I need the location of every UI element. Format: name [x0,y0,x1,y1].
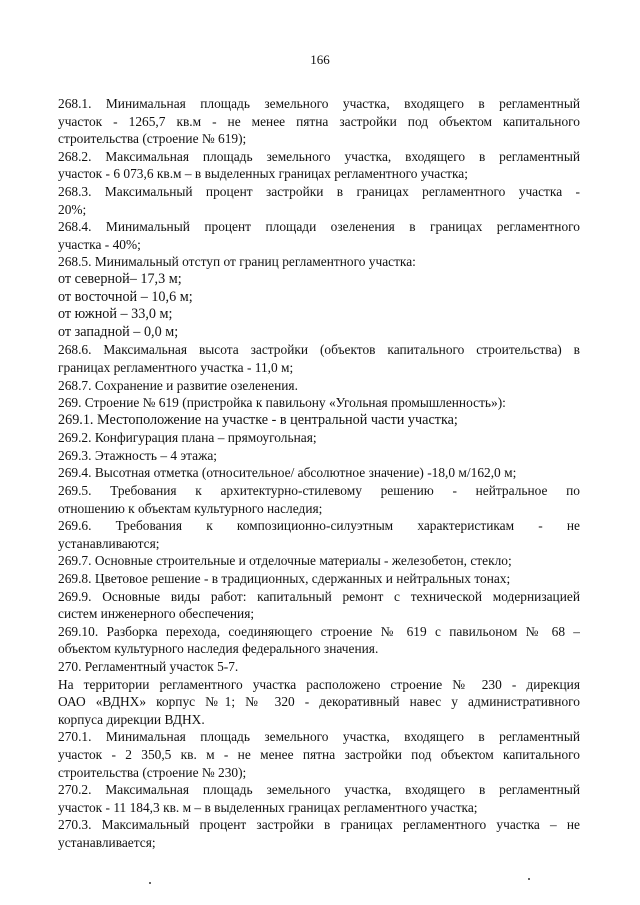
text-line: участок - 1265,7 кв.м - не менее пятна застройки под объектом капитального [58,113,580,129]
text-line: границах регламентного участка - 11,0 м; [58,359,294,375]
text-line: отношению к объектам культурного наследия; [58,500,323,516]
text-line: 269.5. Требования к архитектурно-стилевому решению - нейтральное по [58,483,580,499]
text-line: объектом культурного наследия федерального значения. [58,641,379,657]
text-line: 269.4. Высотная отметка (относительное/ абсолютное значение) -18,0 м/162,0 м; [58,465,517,481]
text-line: 268.2. Максимальная площадь земельного участка, входящего в регламентный [58,148,580,164]
text-line: от восточной – 10,6 м; [58,288,193,305]
document-body [58,95,580,852]
text-line: 270.3. Максимальный процент застройки в границах регламентного участка – не [58,817,580,833]
text-line: участок - 6 073,6 кв.м – в выделенных границах регламентного участка; [58,166,468,182]
text-line: 268.3. Максимальный процент застройки в границах регламентного участка - [58,183,580,199]
text-line: На территории регламентного участка расположено строение № 230 - дирекция [58,676,580,692]
text-line: 20%; [58,201,87,217]
text-line: 268.5. Минимальный отступ от границ регламентного участка: [58,254,416,270]
text-line: 269.7. Основные строительные и отделочные материалы - железобетон, стекло; [58,553,512,569]
text-line: 270. Регламентный участок 5-7. [58,659,239,674]
text-line: устанавливается; [58,834,156,850]
text-line: 269.6. Требования к композиционно-силуэтным характеристикам - не [58,518,580,534]
text-line: 268.4. Минимальный процент площади озеленения в границах регламентного [58,219,580,235]
text-line: строительства (строение № 619); [58,131,247,147]
scan-speck [528,878,530,880]
text-line: корпуса дирекции ВДНХ. [58,711,205,727]
text-line: ОАО «ВДНХ» корпус №1; № 320 - декоративный навес у административного [58,694,580,710]
text-line: 269.9. Основные виды работ: капитальный ремонт с технической модернизацией [58,588,580,604]
text-line: участок - 2 350,5 кв. м - не менее пятна застройки под объектом капитального [58,746,580,762]
text-line: 269. Строение № 619 (пристройка к павильону «Угольная промышленность»): [58,395,506,411]
text-line: 268.6. Максимальная высота застройки (объектов капитального строительства) в [58,342,580,358]
text-line: участка - 40%; [58,236,141,252]
text-line: от западной – 0,0 м; [58,323,179,340]
text-line: 270.1. Минимальная площадь земельного участка, входящего в регламентный [58,729,580,745]
text-line: 268.1. Минимальная площадь земельного участка, входящего в регламентный [58,96,580,111]
text-line: систем инженерного обеспечения; [58,606,255,622]
text-line: 269.10. Разборка перехода, соединяющего строение № 619 с павильоном № 68 – [58,623,580,639]
page-number: 166 [310,52,330,67]
text-line: участок - 11 184,3 кв. м – в выделенных границах регламентного участка; [58,799,478,815]
text-line: от северной– 17,3 м; [58,270,182,287]
text-line: 270.2. Максимальная площадь земельного участка, входящего в регламентный [58,782,580,798]
text-line: 269.8. Цветовое решение - в традиционных, сдержанных и нейтральных тонах; [58,571,511,587]
scan-speck [149,882,151,884]
text-line: от южной – 33,0 м; [58,306,173,323]
text-line: 268.7. Сохранение и развитие озеленения. [58,377,298,393]
text-line: 269.2. Конфигурация плана – прямоугольная; [58,430,317,446]
text-line: строительства (строение № 230); [58,764,247,780]
text-line: 269.3. Этажность – 4 этажа; [58,447,218,463]
text-line: устанавливаются; [58,535,160,551]
text-line: 269.1. Местоположение на участке - в центральной части участка; [58,411,458,428]
